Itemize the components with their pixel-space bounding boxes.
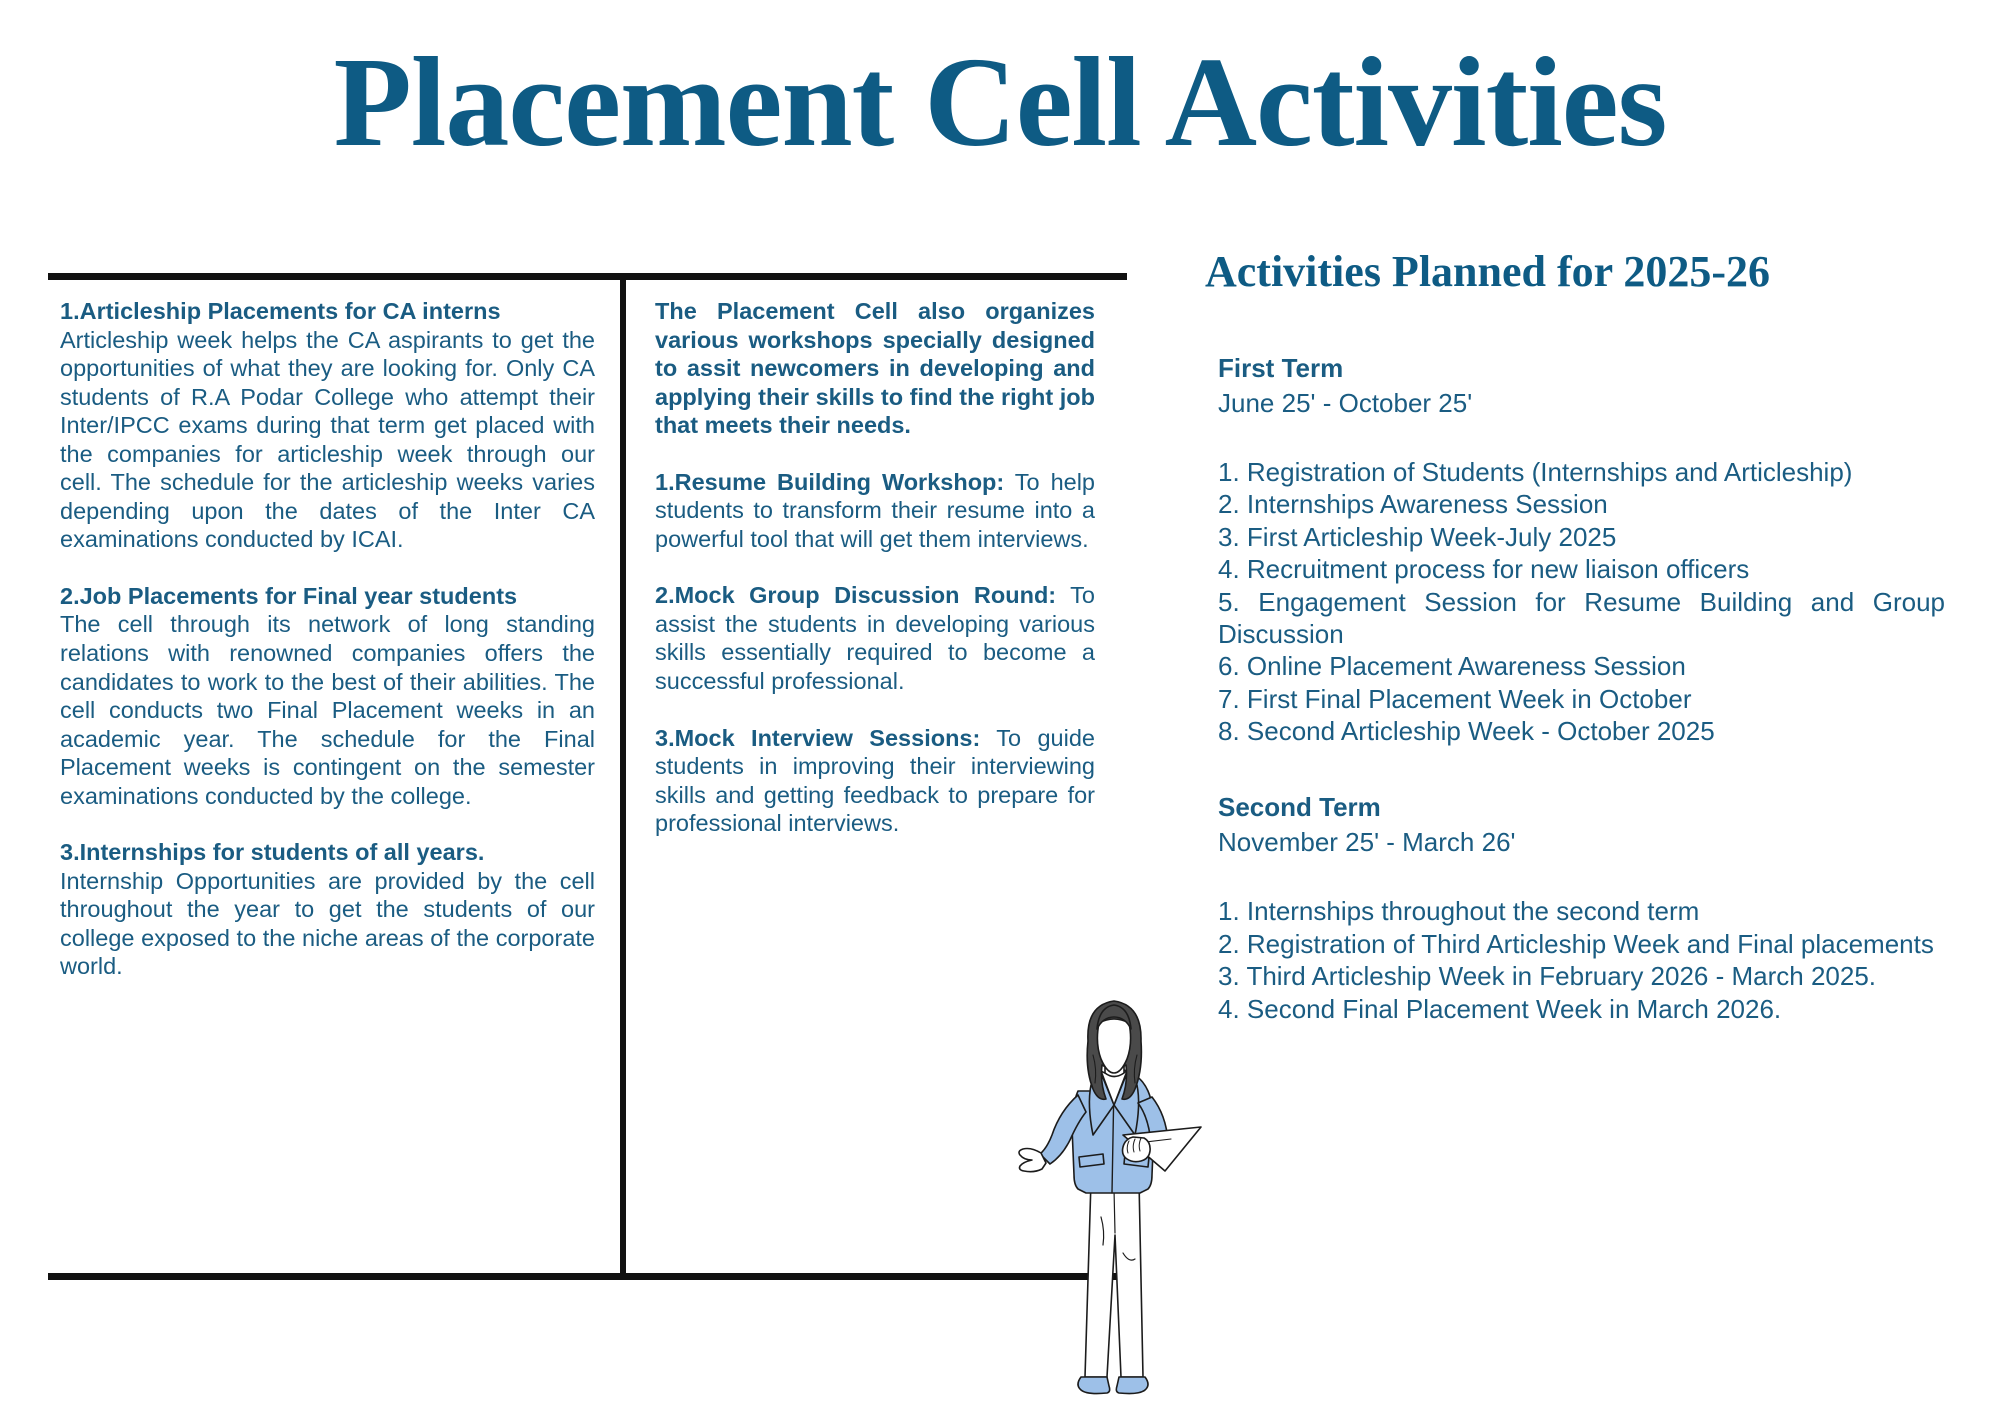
section-heading: 2.Mock Group Discussion Round:: [655, 582, 1057, 609]
activities-planned-heading: Activities Planned for 2025-26: [1205, 247, 1771, 296]
section-mock-group-discussion: [655, 581, 1095, 695]
term-title: Second Term: [1218, 792, 1381, 823]
first-term-block: [1205, 352, 1945, 747]
second-term-block: [1205, 791, 1945, 1025]
list-item: 1. Registration of Students (Internships and Articleship): [1218, 457, 1853, 488]
workshops-intro-text: The Placement Cell also organizes various workshops specially designed to assit newcomers in developing and applying their skills to find the right job that meets their needs.: [655, 298, 1095, 439]
list-item: 4. Recruitment process for new liaison officers: [1218, 554, 1750, 585]
list-item: 4. Second Final Placement Week in March 2026.: [1218, 993, 1782, 1024]
section-body: To assist the students in developing various skills essentially required to become a successful professional.: [655, 582, 1095, 695]
list-item: 3. First Articleship Week-July 2025: [1218, 521, 1617, 552]
top-horizontal-rule: [48, 273, 1127, 280]
term-dates: November 25' - March 26': [1218, 827, 1516, 858]
list-item: 5. Engagement Session for Resume Building and Group Discussion: [1218, 586, 1945, 649]
page-title: Placement Cell Activities: [333, 31, 1667, 173]
section-internships: [60, 838, 595, 981]
section-body: The cell through its network of long standing relations with renowned companies offers the candidates to work to the best of their abilities. The cell conducts two Final Placement weeks in an academic year. The schedule for the Final Placement weeks is contingent on the semester examinations conducted by the college.: [60, 611, 595, 809]
list-item: 2. Internships Awareness Session: [1218, 489, 1608, 520]
section-resume-building-workshop: [655, 468, 1095, 554]
section-heading: 3.Mock Interview Sessions:: [655, 724, 981, 751]
section-body: To guide students in improving their interviewing skills and getting feedback to prepare for professional interviews.: [655, 724, 1095, 837]
column-divider-rule: [620, 280, 626, 1273]
right-activities-column: [1205, 247, 1945, 1025]
list-item: 1. Internships throughout the second term: [1218, 896, 1700, 927]
section-mock-interview-sessions: [655, 724, 1095, 838]
section-heading: 1.Resume Building Workshop:: [655, 468, 1005, 495]
section-heading: 1.Articleship Placements for CA interns: [60, 298, 501, 324]
section-body: To help students to transform their resume into a powerful tool that will get them interviews.: [655, 468, 1095, 552]
second-term-list: [1218, 895, 1945, 1024]
section-articleship-placements: [60, 297, 595, 554]
section-body: Internship Opportunities are provided by the cell throughout the year to get the students of our college exposed to the niche areas of the corporate world.: [60, 867, 595, 980]
list-item: 2. Registration of Third Articleship Week and Final placements: [1218, 928, 1934, 959]
left-text-column: [60, 297, 595, 981]
section-body: Articleship week helps the CA aspirants to get the opportunities of what they are looking for. Only CA students of R.A Podar College who attempt their Inter/IPCC exams during that term get placed with the companies for articleship week through our cell. The schedule for the articleship weeks varies depending upon the dates of the Inter CA examinations conducted by ICAI.: [60, 326, 595, 553]
middle-text-column: [655, 297, 1095, 838]
term-title: First Term: [1218, 353, 1344, 383]
list-item: 3. Third Articleship Week in February 2026 - March 2025.: [1218, 961, 1877, 992]
workshops-intro: [655, 297, 1095, 440]
term-dates: June 25' - October 25': [1218, 387, 1473, 418]
term-spacer: [1205, 747, 1945, 791]
section-heading: 3.Internships for students of all years.: [60, 839, 485, 866]
section-heading: 2.Job Placements for Final year students: [60, 582, 518, 609]
list-item: 8. Second Articleship Week - October 2025: [1218, 715, 1715, 746]
section-job-placements: [60, 582, 595, 810]
list-item: 6. Online Placement Awareness Session: [1218, 651, 1686, 682]
list-item: 7. First Final Placement Week in October: [1218, 683, 1692, 714]
first-term-list: [1218, 456, 1945, 747]
bottom-horizontal-rule: [48, 1273, 1127, 1280]
woman-presenting-illustration: [1015, 985, 1235, 1415]
